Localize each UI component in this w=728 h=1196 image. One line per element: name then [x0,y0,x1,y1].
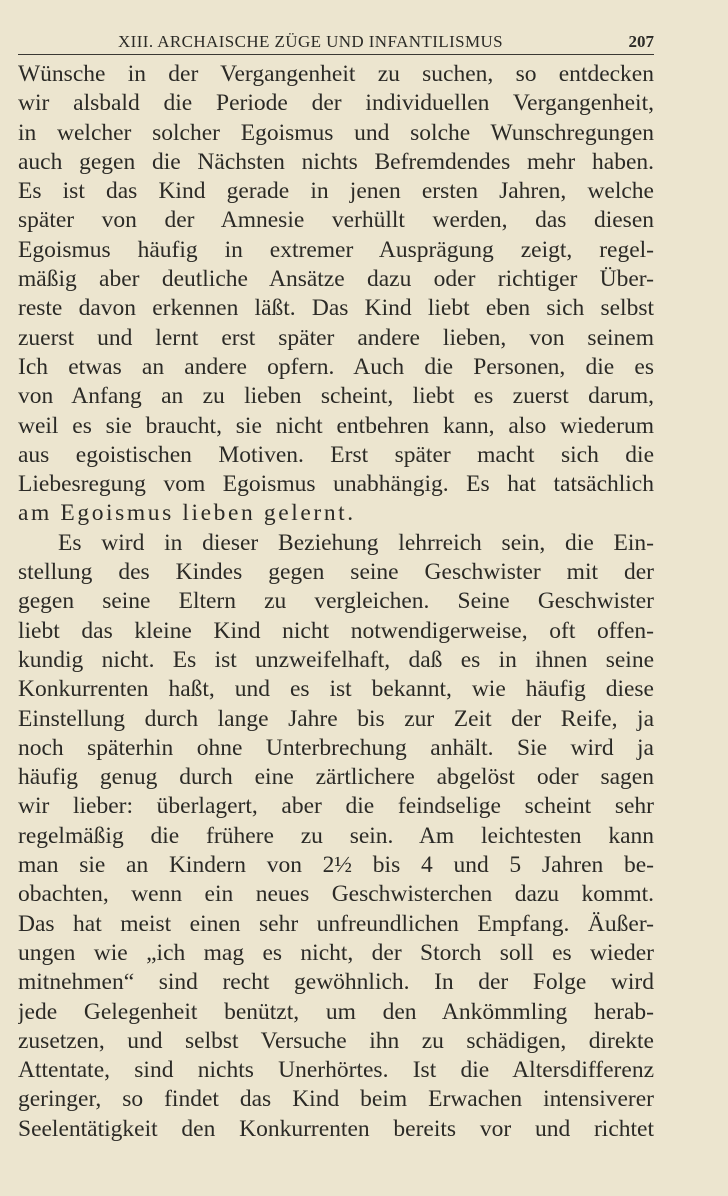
text-line: gegen seine Eltern zu vergleichen. Seine Geschwister [18,588,654,615]
text-line: Egoismus häufig in extremer Ausprägung zeigt, regel- [18,236,654,263]
text-line: man sie an Kindern von 2½ bis 4 und 5 Jahren be- [18,852,654,879]
text-line: regelmäßig die frühere zu sein. Am leichtesten kann [18,822,654,849]
text-line: geringer, so findet das Kind beim Erwachen intensiverer [18,1086,654,1113]
text-line: Attentate, sind nichts Unerhörtes. Ist die Altersdifferenz [18,1057,654,1084]
text-line: Konkurrenten haßt, und es ist bekannt, wie häufig diese [18,676,654,703]
text-line: reste davon erkennen läßt. Das Kind liebt eben sich selbst [18,295,654,322]
text-line: aus egoistischen Motiven. Erst später macht sich die [18,441,654,468]
text-line: wir alsbald die Periode der individuellen Vergangenheit, [18,90,654,117]
text-line: Ich etwas an andere opfern. Auch die Personen, die es [18,353,654,380]
text-line: auch gegen die Nächsten nichts Befremdendes mehr haben. [18,148,654,175]
text-line: Liebesregung vom Egoismus unabhängig. Es hat tatsächlich [18,471,654,498]
text-line: Es ist das Kind gerade in jenen ersten Jahren, welche [18,178,654,205]
text-line: mitnehmen“ sind recht gewöhnlich. In der Folge wird [18,969,654,996]
text-line: Wünsche in der Vergangenheit zu suchen, so entdecken [18,61,654,87]
text-line: liebt das kleine Kind nicht notwendigerweise, oft offen- [18,617,654,644]
running-header [18,30,654,55]
text-line: wir lieber: überlagert, aber die feindselige scheint sehr [18,793,654,820]
body-text [18,60,654,1144]
text-line: obachten, wenn ein neues Geschwisterchen dazu kommt. [18,881,654,908]
paragraph-start-line: Es wird in dieser Beziehung lehrreich sein, die Ein- [58,529,654,556]
paragraph-end-line: am Egoismus lieben gelernt. [18,500,356,527]
text-line: weil es sie braucht, sie nicht entbehren kann, also wiederum [18,412,654,439]
text-line: mäßig aber deutliche Ansätze dazu oder richtiger Über- [18,266,654,293]
text-line: Einstellung durch lange Jahre bis zur Zeit der Reife, ja [18,705,654,732]
text-line: Seelentätigkeit den Konkurrenten bereits vor und richtet [18,1115,654,1142]
text-line: kundig nicht. Es ist unzweifelhaft, daß es in ihnen seine [18,646,654,673]
text-line: zusetzen, und selbst Versuche ihn zu schädigen, direkte [18,1027,654,1054]
text-line: Das hat meist einen sehr unfreundlichen Empfang. Äußer- [18,910,654,937]
text-line: häufig genug durch eine zärtlichere abgelöst oder sagen [18,764,654,791]
text-line: jede Gelegenheit benützt, um den Ankömmling herab- [18,998,654,1025]
running-title: XIII. ARCHAISCHE ZÜGE UND INFANTILISMUS [118,32,504,51]
text-line: von Anfang an zu lieben scheint, liebt es zuerst darum, [18,383,654,410]
text-line: stellung des Kindes gegen seine Geschwister mit der [18,559,654,586]
text-line: in welcher solcher Egoismus und solche Wunschregungen [18,119,654,146]
text-line: noch späterhin ohne Unterbrechung anhält. Sie wird ja [18,734,654,761]
text-line: zuerst und lernt erst später andere lieben, von seinem [18,324,654,351]
text-line: ungen wie „ich mag es nicht, der Storch soll es wieder [18,939,654,966]
text-line: später von der Amnesie verhüllt werden, das diesen [18,207,654,234]
page-number: 207 [628,32,654,51]
